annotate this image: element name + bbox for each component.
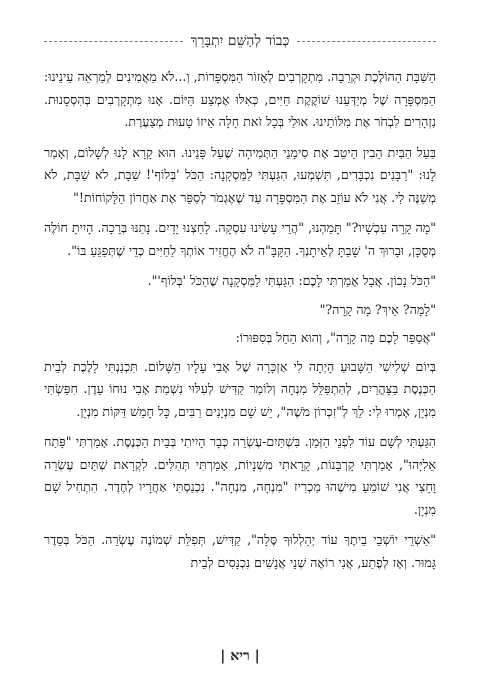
paragraph-7: בְּיוֹם שְׁלִישִׁי הַשָּׁבוּעַ הָיְתָה לִי אַזְכָּרָה שֶׁל אָבִי עָלָיו הַשָּׁלוֹם. תִּכְנַנְתִּי לָלֶכֶת לְבֵית הַכְּנֶסֶת בַּצָּהֳרַיִם, לְהִתְפַּלֵּל מִנְחָה וְלוֹמַר קַדִּישׁ לְעִלּוּי נִשְׁמַת אָבִי נוּחוֹ עֵדֶן. חִפַּשְׂתִּי מִנְיָן, אָמְרוּ לִי: לֵךְ לְ"זִכְרוֹן מֹשֶׁה", יֵשׁ שָׁם מִנְיָנִים רַבִּים, כָּל חָמֵשׁ דַּקּוֹת מִנְיָן. bbox=[44, 358, 436, 419]
page-number: | ריא | bbox=[220, 648, 260, 664]
page-body bbox=[44, 66, 436, 582]
paragraph-2: בַּעַל הַבַּיִת הֵבִין הֵיטֵב אֶת סִימָנֵי הַתְּמִיהָה שֶׁעַל פָּנֵינוּ. הוּא קָרָא לָנוּ לְשָׁלוֹם, וְאָמַר לָנוּ: "רַבָּנִים נִכְבָּדִים, תִּשְׁמְעוּ, הִגַּעְתִּי לַמַּסְקָנָה: הַכֹּל 'בְּלוֹף'! שַׁבָּת, לֹא שַׁבָּת, לֹא מְשַׁנֶּה לִי. אֲנִי לֹא עוֹזֵב אֶת הַמִּסְפָּרָה עַד שֶׁאֶגְמֹר לְסַפֵּר אֶת אַחֲרוֹן הַלָּקוֹחוֹת!" bbox=[44, 144, 436, 205]
header-rule-left bbox=[44, 41, 183, 42]
paragraph-4: "הַכֹּל נָכוֹן. אֲבָל אָמַרְתִּי לָכֶם: הִגַּעְתִּי לַמַּסְקָנָה שֶׁהַכֹּל 'בְּלוֹף'". bbox=[147, 273, 436, 288]
paragraph-5: "לָמָּה? אֵיךְ? מָה קָרָה?" bbox=[319, 301, 436, 317]
paragraph-1: הַשַּׁבָּת הַהוֹלֶכֶת וּקְרֵבָה. מִתְקָרְבִים לְאֵזוֹר הַמִּסְפָּרוֹת, וְ...לֹא מַאֲמִינִים לְמַרְאֵה עֵינֵינוּ: הַמִּסְפָּרָה שֶׁל מְיַדְּעֵנוּ שׁוֹקֶקֶת חַיִּים, כְּאִלּוּ אֶמְצַע הַיּוֹם. אָנוּ מִתְקָרְבִים בְּהִסְסָנוּת. נִזְהָרִים לִבְחֹר אֶת מִלּוֹתֵינוּ. אוּלַי בְּכָל זֹאת חָלָה אֵיזוֹ טָעוּת מְצַעֶרֶת. bbox=[44, 69, 436, 129]
paragraph-3: "מָה קָרָה עַכְשָׁיו?" תָּמַהְנוּ, "הֲרֵי עָשִׂינוּ עִסְקָה. לָחַצְנוּ יָדַיִם. נָתַנּוּ בְּרָכָה. הָיִיתָ חוֹלֶה מְסֻכָּן, וּבָרוּךְ ה' שָׁבַתָּ לְאֵיתָנְךָ. הַקָּבָּ"ה לֹא הֶחֱזִיר אוֹתְךָ לַחַיִּים כְּדֵי שֶׁתְּפַגֵּעַ בּוֹ". bbox=[44, 220, 436, 258]
paragraph-8: הִגַּעְתִּי לְשָׁם עוֹד לִפְנֵי הַזְּמַן. בִּשְׁתַּיִם-עֶשְׂרֵה כְּבָר הָיִיתִי בְּבֵית הַכְּנֶסֶת. אָמַרְתִּי "פָּתַח אֵלִיָּהוּ", אָמַרְתִּי קָרְבָּנוֹת, קָרָאתִי מִשְׁנָיוֹת, אָמַרְתִּי תְּהִלִּים. לִקְרַאת שְׁתַּיִם עֶשְׂרֵה וָחֵצִי אֲנִי שׁוֹמֵעַ מִישֶׁהוּ מַכְרִיז "מִנְחָה, מִנְחָה". נִכְנַסְתִּי אַחֲרָיו לְחֶדֶר. הִתְחִיל שָׁם מִנְיָן. bbox=[44, 434, 436, 517]
header-rule-right bbox=[297, 41, 436, 42]
paragraph-6: "אֲסַפֵּר לָכֶם מָה קָרָה", וְהוּא הֵחֵל בְּסִפּוּרוֹ: bbox=[235, 330, 436, 345]
paragraph-9: "אַשְׁרֵי יוֹשְׁבֵי בֵיתֶךָ עוֹד יְהַלְלוּךָ סֶּלָה", קַדִּישׁ, תְּפִלַּת שְׁמוֹנֶה עֶשְׂרֵה. הַכֹּל בְּסֵדֶר גָּמוּר. וְאָז לְפֶתַע, אֲנִי רוֹאֶה שְׁנֵי אֲנָשִׁים נִכְנָסִים לְבֵית bbox=[44, 532, 436, 570]
header-title: כְּבוֹד לְהַשֵּׁם יִתְבָּרֵךְ bbox=[190, 32, 290, 49]
running-header bbox=[44, 30, 436, 52]
